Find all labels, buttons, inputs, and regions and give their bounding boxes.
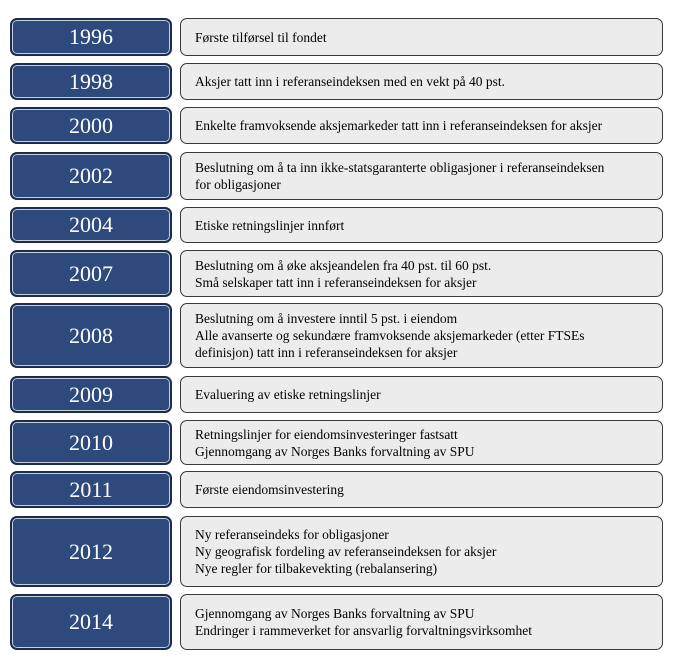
timeline-row bbox=[10, 63, 663, 100]
event-text: Aksjer tatt inn i referanseindeksen med en vekt på 40 pst. bbox=[195, 74, 506, 89]
event-text: Nye regler for tilbakevekting (rebalansering) bbox=[195, 561, 438, 576]
timeline-row bbox=[10, 152, 663, 200]
year-box: 2008 bbox=[10, 303, 172, 368]
event-text: Retningslinjer for eiendomsinvesteringer fastsatt bbox=[195, 426, 458, 442]
event-box bbox=[180, 471, 663, 508]
event-text: for obligasjoner bbox=[195, 177, 281, 192]
timeline-row bbox=[10, 18, 663, 56]
year-box: 2002 bbox=[10, 152, 172, 200]
event-text: Ny geografisk fordeling av referanseindeksen for aksjer bbox=[195, 544, 497, 559]
event-box bbox=[180, 207, 663, 243]
year-box: 1996 bbox=[10, 18, 172, 56]
event-box bbox=[180, 594, 663, 650]
event-box bbox=[180, 63, 663, 100]
event-text: definisjon) tatt inn i referanseindeksen for aksjer bbox=[195, 345, 458, 360]
year-box: 2000 bbox=[10, 107, 172, 144]
timeline-row bbox=[10, 250, 663, 297]
year-box: 2007 bbox=[10, 250, 172, 297]
event-box bbox=[180, 107, 663, 144]
event-text: Første eiendomsinvestering bbox=[195, 482, 344, 497]
event-text: Beslutning om å øke aksjeandelen fra 40 pst. til 60 pst. bbox=[195, 257, 492, 273]
year-box: 2009 bbox=[10, 376, 172, 413]
event-box bbox=[180, 250, 663, 297]
timeline-row bbox=[10, 376, 663, 413]
event-text: Små selskaper tatt inn i referanseindeksen for aksjer bbox=[195, 274, 477, 290]
event-text: Første tilførsel til fondet bbox=[195, 29, 327, 45]
year-box: 2004 bbox=[10, 207, 172, 243]
timeline-row bbox=[10, 471, 663, 508]
event-text: Gjennomgang av Norges Banks forvaltning av SPU bbox=[195, 443, 475, 459]
timeline-row bbox=[10, 594, 663, 650]
event-text: Endringer i rammeverket for ansvarlig forvaltningsvirksomhet bbox=[195, 623, 533, 638]
event-text: Beslutning om å investere inntil 5 pst. i eiendom bbox=[195, 311, 458, 326]
event-text: Evaluering av etiske retningslinjer bbox=[195, 387, 381, 402]
timeline-row bbox=[10, 420, 663, 465]
event-box bbox=[180, 303, 663, 368]
timeline-row bbox=[10, 303, 663, 368]
year-box: 2012 bbox=[10, 516, 172, 587]
event-box bbox=[180, 376, 663, 413]
event-text: Gjennomgang av Norges Banks forvaltning av SPU bbox=[195, 606, 475, 621]
year-box: 2011 bbox=[10, 471, 172, 508]
event-box bbox=[180, 152, 663, 200]
event-box bbox=[180, 516, 663, 587]
event-text: Beslutning om å ta inn ikke-statsgaranterte obligasjoner i referanseindeksen bbox=[195, 160, 605, 175]
year-box: 2010 bbox=[10, 420, 172, 465]
timeline-row bbox=[10, 107, 663, 144]
event-text: Ny referanseindeks for obligasjoner bbox=[195, 527, 389, 542]
timeline-row bbox=[10, 516, 663, 587]
year-box: 2014 bbox=[10, 594, 172, 650]
event-text: Enkelte framvoksende aksjemarkeder tatt inn i referanseindeksen for aksjer bbox=[195, 118, 603, 133]
event-box bbox=[180, 420, 663, 465]
year-box: 1998 bbox=[10, 63, 172, 100]
event-text: Etiske retningslinjer innført bbox=[195, 217, 345, 233]
event-text: Alle avanserte og sekundære framvoksende aksjemarkeder (etter FTSEs bbox=[195, 328, 585, 343]
event-box bbox=[180, 18, 663, 56]
timeline-row bbox=[10, 207, 663, 243]
